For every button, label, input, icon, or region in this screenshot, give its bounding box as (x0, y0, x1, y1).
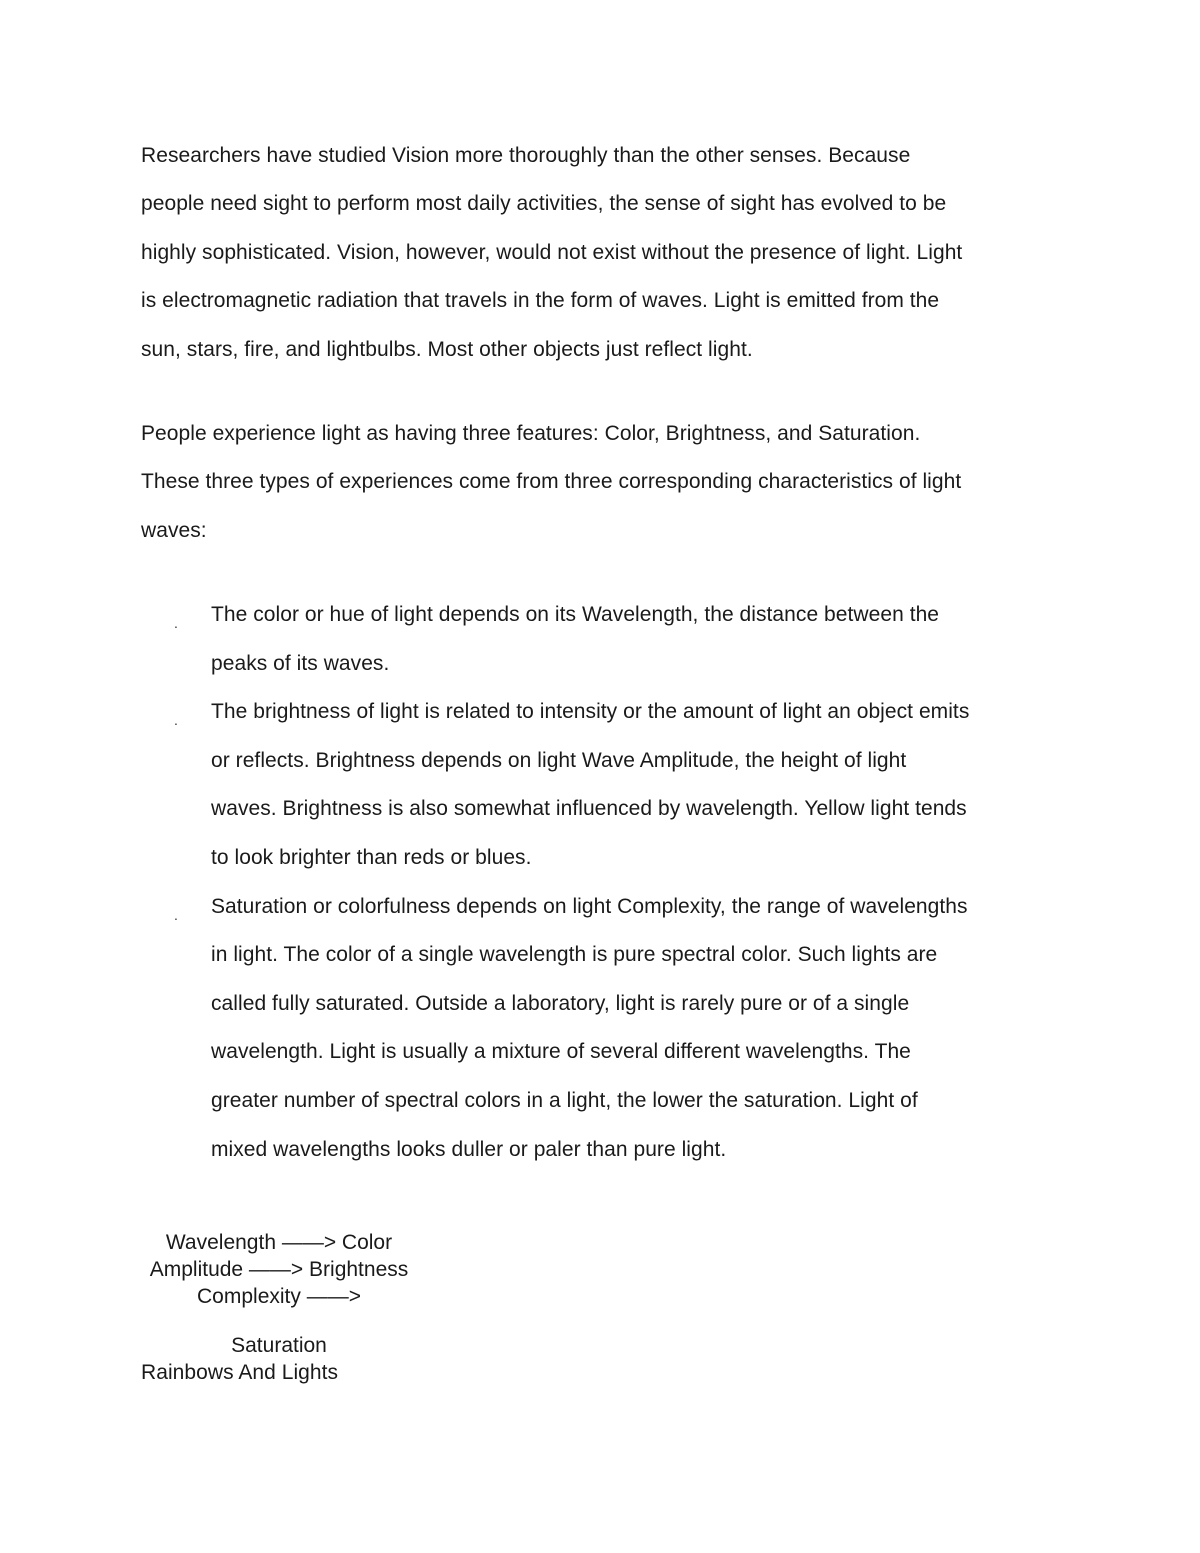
list-item-line: The color or hue of light depends on its Wavelength, the distance between the (211, 603, 940, 626)
paragraph-line: People experience light as having three features: Color, Brightness, and Saturation. (141, 422, 921, 445)
diagram-amplitude-brightness: Amplitude ——> Brightness (149, 1258, 409, 1281)
list-item-line: to look brighter than reds or blues. (211, 846, 532, 869)
diagram-saturation: Saturation (231, 1334, 327, 1357)
list-item-line: mixed wavelengths looks duller or paler than pure light. (211, 1138, 727, 1161)
paragraph-line: highly sophisticated. Vision, however, would not exist without the presence of light. Light (141, 241, 963, 264)
paragraph-line: sun, stars, fire, and lightbulbs. Most other objects just reflect light. (141, 338, 753, 361)
list-item-line: or reflects. Brightness depends on light Wave Amplitude, the height of light (211, 749, 907, 772)
diagram-wavelength-color: Wavelength ——> Color (165, 1231, 393, 1254)
paragraph-line: is electromagnetic radiation that travels in the form of waves. Light is emitted from the (141, 289, 940, 312)
diagram-complexity: Complexity ——> (197, 1285, 361, 1308)
list-item-line: wavelength. Light is usually a mixture of several different wavelengths. The (211, 1040, 911, 1063)
bullet-marker: . (174, 712, 178, 728)
bullet-marker: . (174, 907, 178, 923)
paragraph-line: people need sight to perform most daily activities, the sense of sight has evolved to be (141, 192, 947, 215)
list-item-line: called fully saturated. Outside a laboratory, light is rarely pure or of a single (211, 992, 910, 1015)
list-item-line: peaks of its waves. (211, 652, 390, 675)
paragraph-line: These three types of experiences come from three corresponding characteristics of light (141, 470, 962, 493)
bullet-marker: . (174, 615, 178, 631)
list-item-line: The brightness of light is related to intensity or the amount of light an object emits (211, 700, 970, 723)
list-item-line: waves. Brightness is also somewhat influenced by wavelength. Yellow light tends (211, 797, 967, 820)
paragraph-line: waves: (141, 519, 207, 542)
list-item-line: Saturation or colorfulness depends on light Complexity, the range of wavelengths (211, 895, 968, 918)
paragraph-line: Researchers have studied Vision more thoroughly than the other senses. Because (141, 144, 911, 167)
diagram-caption: Rainbows And Lights (141, 1361, 339, 1384)
list-item-line: greater number of spectral colors in a light, the lower the saturation. Light of (211, 1089, 918, 1112)
list-item-line: in light. The color of a single wavelength is pure spectral color. Such lights are (211, 943, 938, 966)
